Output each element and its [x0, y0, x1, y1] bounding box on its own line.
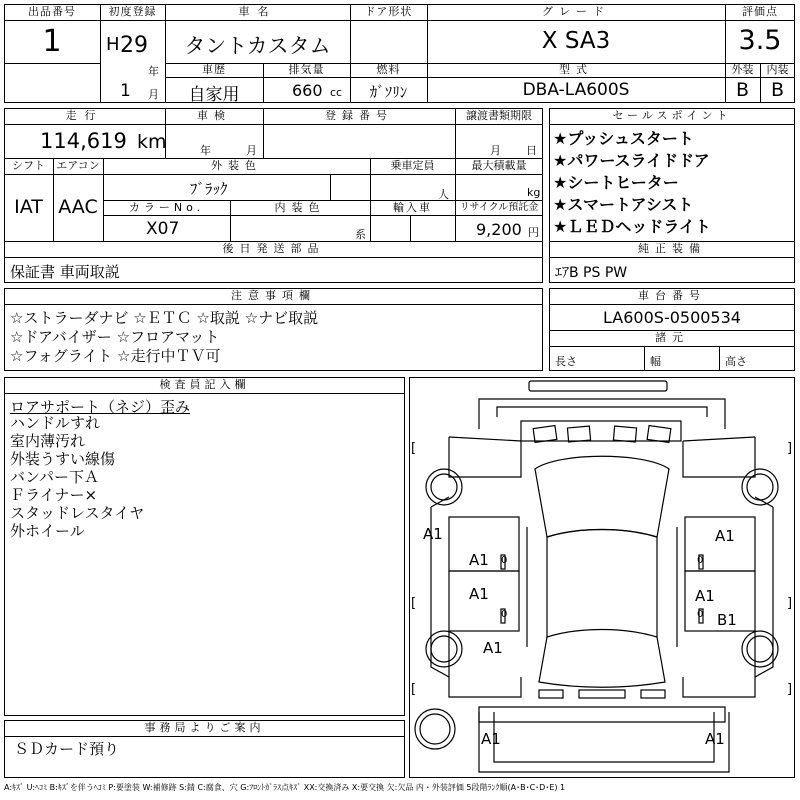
- recycle-unit: 円: [528, 226, 539, 239]
- shift-label: シフト: [12, 159, 45, 172]
- ac: AAC: [58, 196, 98, 218]
- history: 自家用: [188, 85, 240, 105]
- model: DBA-LA600S: [522, 80, 630, 100]
- bracket-mark: ]: [787, 682, 793, 697]
- damage-mark: A1: [469, 551, 489, 569]
- recycle: 9,200: [476, 220, 522, 239]
- transfer-month: 月: [490, 144, 501, 157]
- selling-points-list: [553, 128, 711, 238]
- lot-no: 1: [42, 24, 62, 59]
- damage-mark: A1: [481, 730, 501, 748]
- inspector-note-underlined: ロアサポート（ネジ）歪み: [10, 398, 191, 416]
- office-value: ＳＤカード預り: [14, 740, 120, 758]
- inspection-month-unit: 月: [246, 144, 257, 157]
- selling-point-item: ★パワースライドドア: [553, 151, 710, 170]
- front-bumper: [529, 381, 667, 391]
- small-mark: 0: [501, 555, 508, 566]
- selling-point-item: ★プッシュスタート: [553, 129, 694, 148]
- inspector-notes: [10, 414, 144, 540]
- legend-footer: A:ｷｽﾞ U:ﾍｺﾐ B:ｷｽﾞを伴うﾍｺﾐ P:要塗装 W:補修跡 S:錆 C:腐食、穴 G:ﾌﾛﾝﾄｶﾞﾗｽ点ｷｽﾞ XX:交換済み X:要交換 欠:欠品 内・外装評価 5段階ﾗﾝｸ順(A･B･C･D･E) 1: [4, 783, 566, 792]
- roof: [547, 530, 657, 638]
- tail-lamp-right: [641, 690, 665, 698]
- damage-mark: A1: [695, 587, 715, 605]
- year-unit: 年: [148, 65, 159, 78]
- exterior: B: [735, 79, 750, 101]
- bracket-mark: ]: [787, 441, 793, 456]
- parts-label: 後日発送部品: [222, 242, 325, 255]
- selling-point-item: ★スマートアシスト: [553, 195, 694, 214]
- interior-label: 内装: [766, 63, 789, 76]
- mileage-label: 走行: [65, 109, 104, 122]
- damage-mark: A1: [705, 730, 725, 748]
- reg-month: 1: [120, 81, 131, 101]
- exterior-label: 外装: [731, 63, 754, 76]
- equipment-value: ｴｱB PS PW: [555, 265, 628, 281]
- score: 3.5: [738, 25, 782, 56]
- fuel: ｶﾞｿﾘﾝ: [369, 83, 408, 101]
- chassis-label: 車台番号: [638, 289, 706, 302]
- inspection-year-unit: 年: [200, 144, 211, 157]
- bracket-mark: [: [411, 441, 417, 456]
- door-label: ドア形状: [364, 5, 413, 18]
- import-label: 輸入車: [393, 201, 432, 214]
- era: H: [106, 34, 120, 55]
- rear-bumper: [479, 707, 725, 722]
- caution-line: ☆ドアバイザー ☆フロアマット: [10, 328, 220, 346]
- inspector-note: 外装うすい線傷: [10, 450, 116, 468]
- transfer-label: 譲渡書類期限: [466, 109, 532, 122]
- displacement: 660: [292, 81, 323, 100]
- fuel-label: 燃料: [376, 63, 401, 76]
- front-fascia: [479, 399, 725, 429]
- headlight-right: [647, 426, 671, 443]
- displacement-unit: cc: [330, 86, 343, 99]
- grade-label: グレード: [542, 5, 610, 18]
- small-mark: 0: [501, 609, 508, 620]
- score-label: 評価点: [742, 5, 778, 18]
- capacity-label: 乗車定員: [390, 159, 435, 172]
- model-label: 型式: [559, 63, 593, 76]
- dims-label: 諸元: [655, 331, 689, 344]
- plate-label: 登録番号: [325, 109, 393, 122]
- color-no-label: カラーNo.: [128, 201, 205, 214]
- car-name-label: 車名: [238, 5, 277, 18]
- reg-year: 29: [120, 33, 148, 58]
- underbody-frame: [479, 712, 729, 772]
- front-fender: [449, 437, 755, 477]
- windshield: [535, 456, 669, 537]
- spare-wheel: [415, 709, 455, 749]
- dims-height: 高さ: [725, 355, 747, 368]
- office-label: 事務局よりご案内: [144, 721, 265, 734]
- inspection-label: 車検: [197, 109, 231, 122]
- headlight-left: [533, 426, 557, 443]
- selling-points-label: セールスポイント: [612, 109, 732, 122]
- inspector-note: ハンドルすれ: [10, 414, 101, 432]
- damage-mark: A1: [469, 585, 489, 603]
- car-damage-diagram: [409, 377, 795, 778]
- inspector-note: スタッドレスタイヤ: [10, 504, 145, 522]
- load-label: 最大積載量: [471, 159, 527, 172]
- history-label: 車歴: [202, 63, 226, 76]
- caution-line: ☆ストラーダナビ ☆ＥＴＣ ☆取説 ☆ナビ取説: [10, 309, 319, 327]
- inspector-label: 検査員記入欄: [159, 378, 250, 391]
- month-unit: 月: [148, 88, 159, 101]
- transfer-day: 日: [526, 144, 537, 157]
- equipment-label: 純正装備: [638, 242, 706, 255]
- car-name: タントカスタム: [184, 34, 331, 58]
- damage-mark: A1: [483, 639, 503, 657]
- inspector-note: Ｆライナー×: [10, 486, 98, 504]
- bracket-mark: [: [411, 596, 417, 611]
- inspector-note: 室内薄汚れ: [10, 432, 86, 450]
- damage-mark: A1: [423, 525, 443, 543]
- capacity-unit: 人: [438, 188, 449, 201]
- load-unit: kg: [527, 186, 541, 199]
- ext-color-label: 外装色: [211, 159, 262, 172]
- mileage-unit: km: [137, 131, 167, 153]
- small-mark: 0: [697, 609, 704, 620]
- int-color-label: 内装色: [274, 201, 326, 214]
- parts: 保証書 車両取説: [10, 263, 120, 281]
- caution-label: 注意事項欄: [231, 289, 316, 302]
- selling-point-item: ★シートヒーター: [553, 173, 679, 192]
- dims-width: 幅: [650, 355, 661, 368]
- mileage: 114,619: [40, 129, 127, 153]
- small-mark: 0: [697, 555, 704, 566]
- ext-color: ﾌﾞﾗｯｸ: [190, 180, 228, 198]
- interior: B: [770, 79, 785, 101]
- damage-mark: A1: [715, 527, 735, 545]
- grade: X SA3: [541, 28, 611, 54]
- chassis-number: LA600S-0500534: [603, 308, 741, 327]
- rear-window: [539, 637, 665, 687]
- bracket-mark: ]: [787, 596, 793, 611]
- displacement-label: 排気量: [288, 63, 325, 76]
- caution-list: [10, 309, 318, 366]
- color-no: X07: [146, 219, 180, 239]
- caution-line: ☆フォグライト ☆走行中ＴＶ可: [10, 347, 221, 365]
- lot-no-label: 出品番号: [28, 5, 76, 18]
- recycle-label: リサイクル預託金: [459, 202, 539, 213]
- shift: IAT: [14, 196, 43, 218]
- ac-label: エアコン: [56, 159, 100, 172]
- damage-mark: B1: [717, 611, 737, 629]
- dims-length: 長さ: [555, 355, 577, 368]
- int-color-unit: 系: [355, 228, 366, 241]
- tail-lamp-left: [539, 690, 563, 698]
- inspector-note: バンパー下Ａ: [10, 468, 99, 486]
- first-reg-label: 初度登録: [108, 5, 157, 18]
- bracket-mark: [: [411, 682, 417, 697]
- selling-point-item: ★ＬＥＤヘッドライト: [553, 217, 711, 236]
- inspector-note: 外ホイール: [10, 522, 85, 540]
